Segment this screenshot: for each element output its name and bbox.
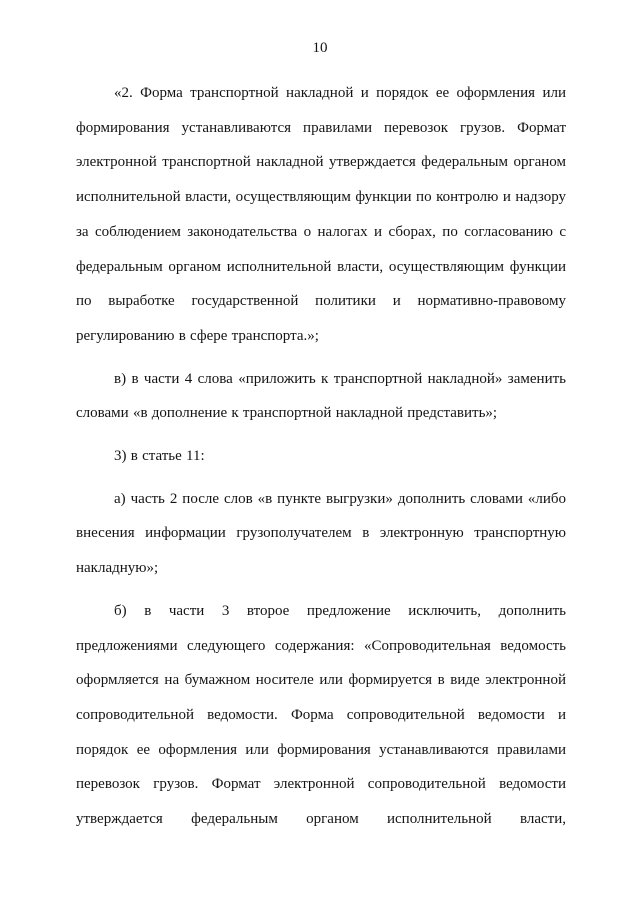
paragraph-part-3-amendment: б) в части 3 второе предложение исключить, дополнить предложениями следующего содержания: «Сопроводительная ведомость оформляется на бумажном носителе или формируется в виде электронной сопроводительной ведомости. Форма сопроводительной ведомости и порядок ее оформления или формирования устанавливаются правилами перевозок грузов. Формат электронной сопроводительной ведомости утверждается федеральным органом исполнительной власти, (76, 602, 566, 828)
paragraph-transport-waybill-form: «2. Форма транспортной накладной и порядок ее оформления или формирования устанавливаются правилами перевозок грузов. Формат электронной транспортной накладной утверждается федеральным органом исполнительной власти, осуществляющим функции по контролю и надзору за соблюдением законодательства о налогах и сборах, по согласованию с федеральным органом исполнительной власти, осуществляющим функции по выработке государственной политики и нормативно-правовому регулированию в сфере транспорта.»; (76, 85, 566, 344)
page-number: 10 (312, 40, 328, 56)
paragraph-part-4-amendment: в) в части 4 слова «приложить к транспортной накладной» заменить словами «в дополнение к транспортной накладной представить»; (76, 370, 566, 422)
document-body (76, 76, 566, 845)
paragraph-article-11: 3) в статье 11: (114, 448, 205, 465)
paragraph-part-2-amendment: а) часть 2 после слов «в пункте выгрузки» дополнить словами «либо внесения информации грузополучателем в электронную транспортную накладную»; (76, 490, 566, 577)
